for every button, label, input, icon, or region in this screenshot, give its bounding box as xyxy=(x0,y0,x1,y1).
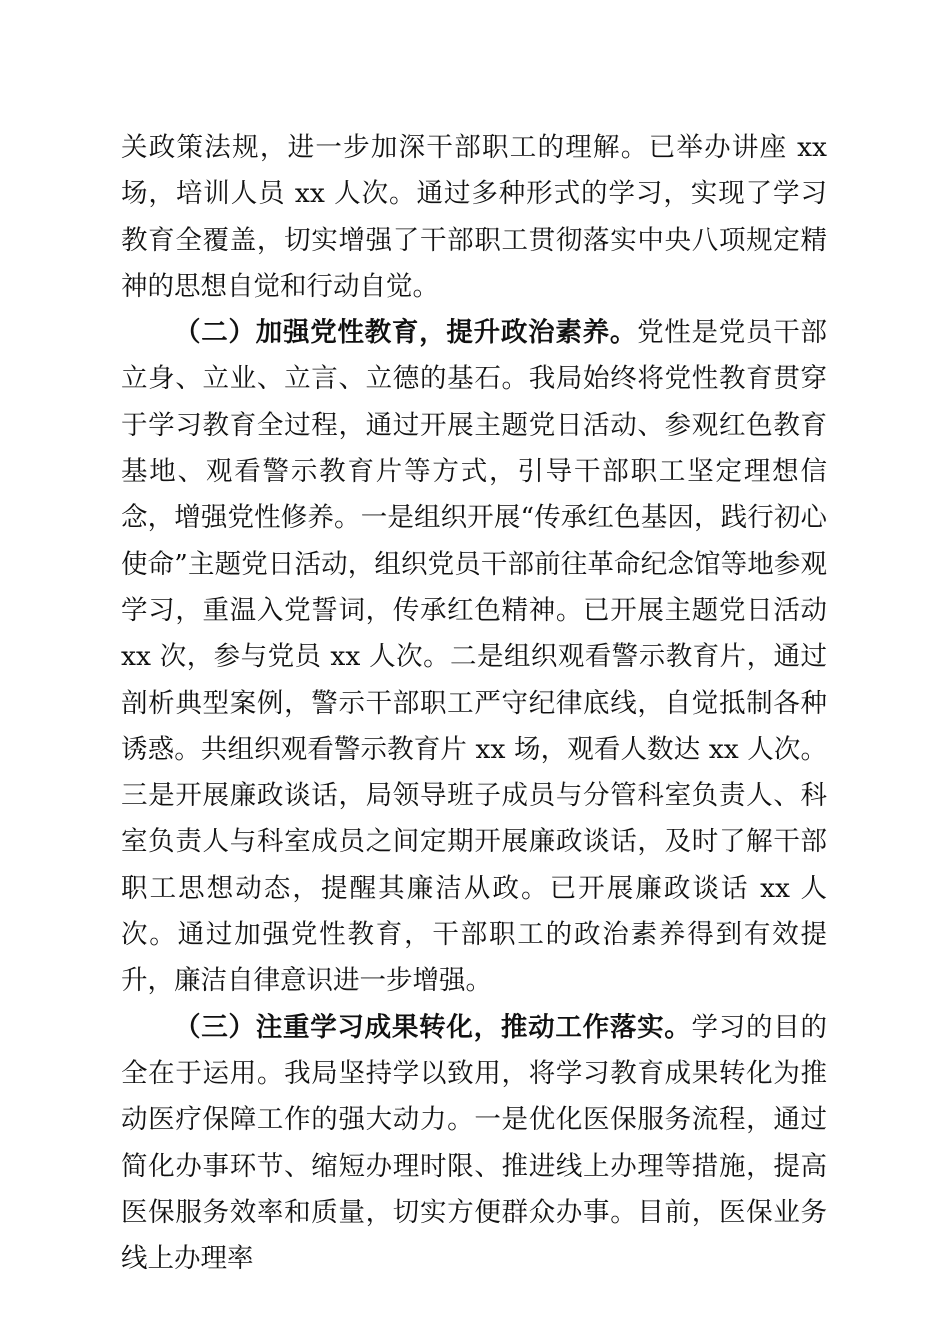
paragraph-section-three xyxy=(121,1005,827,1283)
section-two-text: 党性是党员干部立身、立业、立言、立德的基石。我局始终将党性教育贯穿于学习教育全过程，通过开展主题党日活动、参观红色教育基地、观看警示教育片等方式，引导干部职工坚定理想信念，增强党性修养。一是组织开展“传承红色基因，践行初心使命”主题党日活动，组织党员干部前往革命纪念馆等地参观学习，重温入党誓词，传承红色精神。已开展主题党日活动 xx 次，参与党员 xx 人次。二是组织观看警示教育片，通过剖析典型案例，警示干部职工严守纪律底线，自觉抵制各种诱惑。共组织观看警示教育片 xx 场，观看人数达 xx 人次。三是开展廉政谈话，局领导班子成员与分管科室负责人、科室负责人与科室成员之间定期开展廉政谈话，及时了解干部职工思想动态，提醒其廉洁从政。已开展廉政谈话 xx 人次。通过加强党性教育，干部职工的政治素养得到有效提升，廉洁自律意识进一步增强。 xyxy=(121,317,828,997)
section-three-heading: （三）注重学习成果转化，推动工作落实。 xyxy=(174,1011,692,1043)
document-body xyxy=(121,125,827,1282)
section-three-text: 学习的目的全在于运用。我局坚持学以致用，将学习教育成果转化为推动医疗保障工作的强大动力。一是优化医保服务流程，通过简化办事环节、缩短办理时限、推进线上办理等措施，提高医保服务效率和质量，切实方便群众办事。目前，医保业务线上办理率 xyxy=(121,1011,828,1275)
paragraph-text: 关政策法规，进一步加深干部职工的理解。已举办讲座 xx 场，培训人员 xx 人次。通过多种形式的学习，实现了学习教育全覆盖，切实增强了干部职工贯彻落实中央八项规定精神的思想自觉和行动自觉。 xyxy=(121,132,827,302)
paragraph-section-two xyxy=(121,310,827,1004)
paragraph-continuation xyxy=(121,125,827,310)
section-two-heading: （二）加强党性教育，提升政治素养。 xyxy=(174,317,638,349)
